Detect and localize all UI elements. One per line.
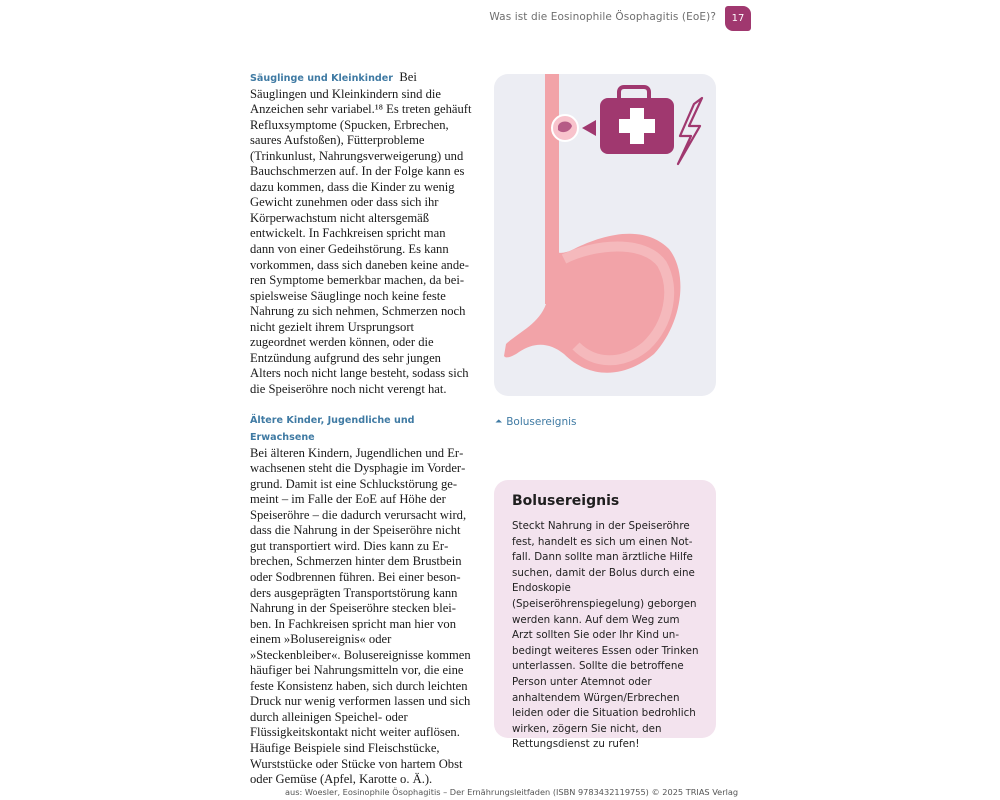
stomach-esophagus-svg — [494, 74, 716, 396]
first-aid-kit-icon — [600, 87, 674, 154]
section-body-infants: Bei Säuglingen und Kleinkindern sind die Anzeichen sehr variabel.¹⁸ Es treten gehäuft Refluxsymptome (Spucken, Erbrechen, saures Aufstoßen), Fütterprobleme (Trinkunlust, Nahrungsverweigerung) und Bauchschmerzen auf. In der Folge kann es dazu kommen, dass die Kinder zu wenig Gewicht zunehmen oder dass sich ihr Körperwachstum nicht altersgemäß entwickelt. In Fachkreisen spricht man dann von einer Gedeihstörung. Es kann vorkommen, dass sich daneben keine anderen Symptome bemerkbar machen, da beispielsweise Säuglinge noch keine feste Nahrung zu sich nehmen, Schmerzen noch nicht gezielt ihrem Ursprungsort zugeordnet werden können, oder die Entzündung aufgrund des sehr jungen Alters noch nicht lange besteht, sodass sich die Speiseröhre noch nicht verengt hat. — [250, 70, 472, 396]
info-box — [494, 480, 716, 751]
figure-caption-text: Bolusereignis — [506, 416, 577, 428]
pointer-arrow-icon — [582, 120, 596, 136]
footer-citation: aus: Woesler, Eosinophile Ösophagitis – Der Ernährungsleitfaden (ISBN 9783432119755) © 2025 TRIAS Verlag — [285, 787, 739, 797]
info-box-title: Bolusereignis — [512, 493, 620, 509]
lightning-icon — [678, 98, 702, 164]
section-heading-infants: Säuglinge und Kleinkinder — [250, 73, 394, 84]
running-header-title: Was ist die Eosinophile Ösophagitis (EoE)? — [489, 11, 716, 23]
caption-arrow-icon: ⏶ — [495, 417, 503, 427]
figure-caption — [495, 416, 577, 428]
esophagus-illustration — [494, 74, 716, 396]
main-text-column — [250, 70, 472, 788]
page-number-badge: 17 — [725, 6, 751, 31]
bolus-icon — [552, 115, 578, 141]
section-infants — [250, 70, 472, 397]
section-body-adults: Bei älteren Kindern, Jugendlichen und Erwachsenen steht die Dysphagie im Vordergrund. Damit ist eine Schluckstörung gemeint – im Falle der EoE auf Höhe der Speiseröhre – die dadurch verursacht wird, dass die Nahrung in der Speiseröhre nicht gut transportiert wird. Dies kann zu Erbrechen, Schmerzen hinter dem Brustbein oder Sodbrennen führen. Bei einer besonders ausgeprägten Transportstörung kann Nahrung in der Speiseröhre stecken bleiben. In Fachkreisen spricht man hier von einem »Bolusereignis« oder »Steckenbleiber«. Bolusereignisse kommen häufiger bei Nahrungsmitteln vor, die eine feste Konsistenz haben, sich durch leichten Druck nur wenig verformen lassen und sich durch alleinigen Speichel- oder Flüssigkeitskontakt nicht weiter auflösen. Häufige Beispiele sind Fleischstücke, Wurststücke oder Stücke von hartem Obst oder Gemüse (Apfel, Karotte o. Ä.). — [250, 445, 471, 787]
section-adults — [250, 412, 472, 787]
info-box-text: Steckt Nahrung in der Speiseröhre fest, handelt es sich um einen Notfall. Dann sollte man ärztliche Hilfe suchen, damit der Bolus durch eine Endoskopie (Speiseröhrenspiegelung) geborgen werden kann. Auf dem Weg zum Arzt sollten Sie oder Ihr Kind unbedingt weiteres Essen oder Trinken unterlassen. Sollte die betroffene Person unter Atemnot oder anhaltendem Würgen/Erbrechen leiden oder die Situation bedrohlich wirken, zögern Sie nicht, den Rettungsdienst zu rufen! — [512, 520, 699, 751]
section-heading-adults: Ältere Kinder, Jugendliche und Erwachsene — [250, 415, 415, 444]
